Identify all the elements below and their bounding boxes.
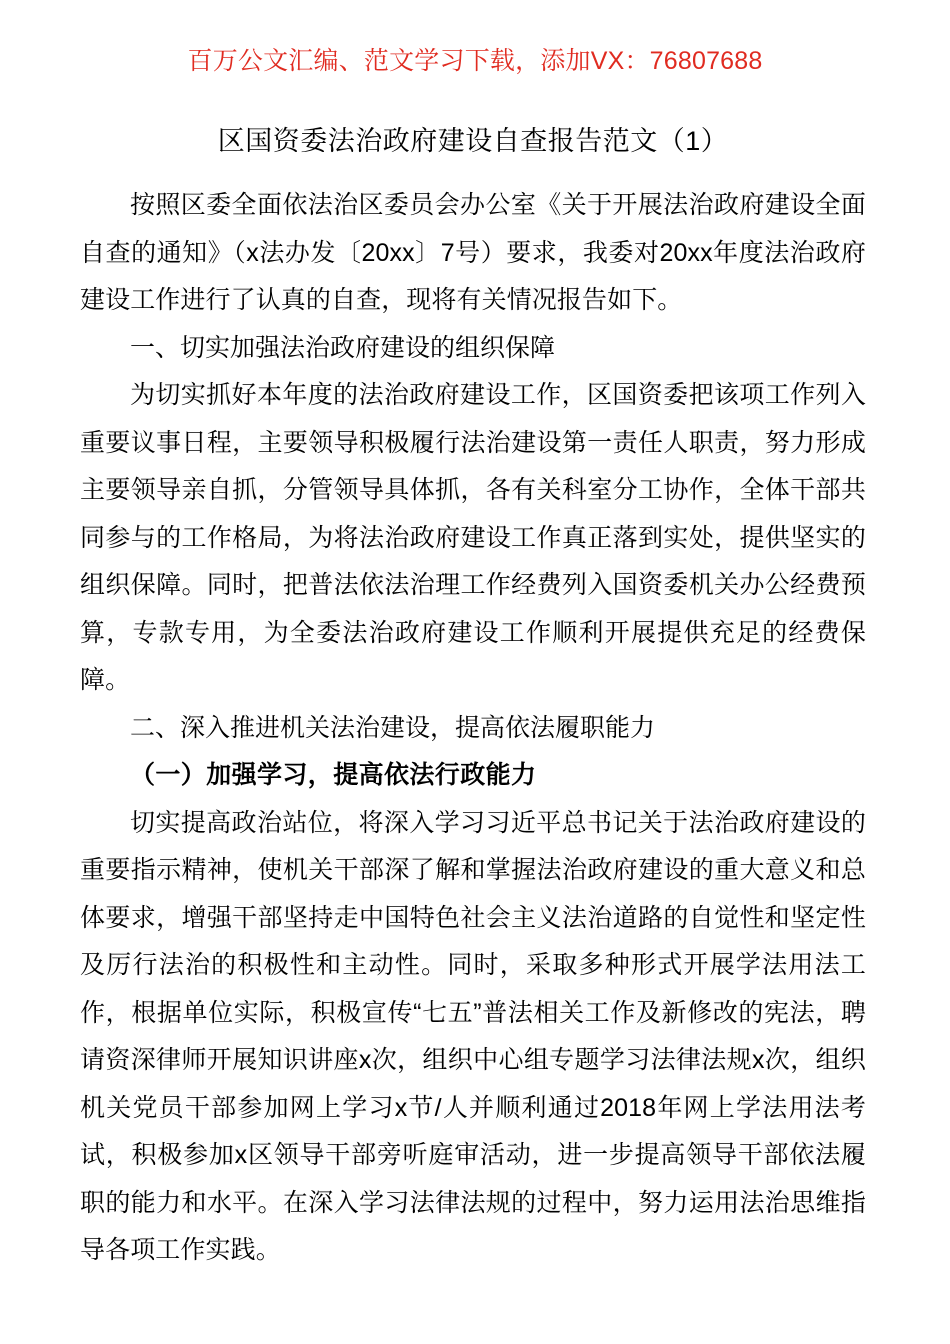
promo-watermark-text: 百万公文汇编、范文学习下载，添加VX：76807688 bbox=[187, 47, 763, 75]
intro-paragraph: 按照区委全面依法治区委员会办公室《关于开展法治政府建设全面自查的通知》（x法办发〔20xx〕7号）要求，我委对20xx年度法治政府建设工作进行了认真的自查，现将有关情况报告如下。 bbox=[80, 191, 866, 314]
subsection-1-paragraph: 切实提高政治站位，将深入学习习近平总书记关于法治政府建设的重要指示精神，使机关干部深了解和掌握法治政府建设的重大意义和总体要求，增强干部坚持走中国特色社会主义法治道路的自觉性和坚定性及厉行法治的积极性和主动性。同时，采取多种形式开展学法用法工作，根据单位实际，积极宣传“七五”普法相关工作及新修改的宪法，聘请资深律师开展知识讲座x次，组织中心组专题学习法律法规x次，组织机关党员干部参加网上学习x节/人并顺利通过2018年网上学法用法考试，积极参加x区领导干部旁听庭审活动，进一步提高领导干部依法履职的能力和水平。在深入学习法律法规的过程中，努力运用法治思维指导各项工作实践。 bbox=[80, 808, 866, 1264]
document-body bbox=[80, 118, 866, 1275]
subsection-heading-1: （一）加强学习，提高依法行政能力 bbox=[130, 761, 537, 789]
section-heading-1: 一、切实加强法治政府建设的组织保障 bbox=[130, 333, 556, 362]
document-title: 区国资委法治政府建设自查报告范文（1） bbox=[217, 126, 729, 156]
section-heading-2: 二、深入推进机关法治建设，提高依法履职能力 bbox=[130, 713, 656, 742]
section-1-paragraph: 为切实抓好本年度的法治政府建设工作，区国资委把该项工作列入重要议事日程，主要领导积极履行法治建设第一责任人职责，努力形成主要领导亲自抓，分管领导具体抓，各有关科室分工协作，全体干部共同参与的工作格局，为将法治政府建设工作真正落到实处，提供坚实的组织保障。同时，把普法依法治理工作经费列入国资委机关办公经费预算，专款专用，为全委法治政府建设工作顺利开展提供充足的经费保障。 bbox=[80, 381, 866, 694]
